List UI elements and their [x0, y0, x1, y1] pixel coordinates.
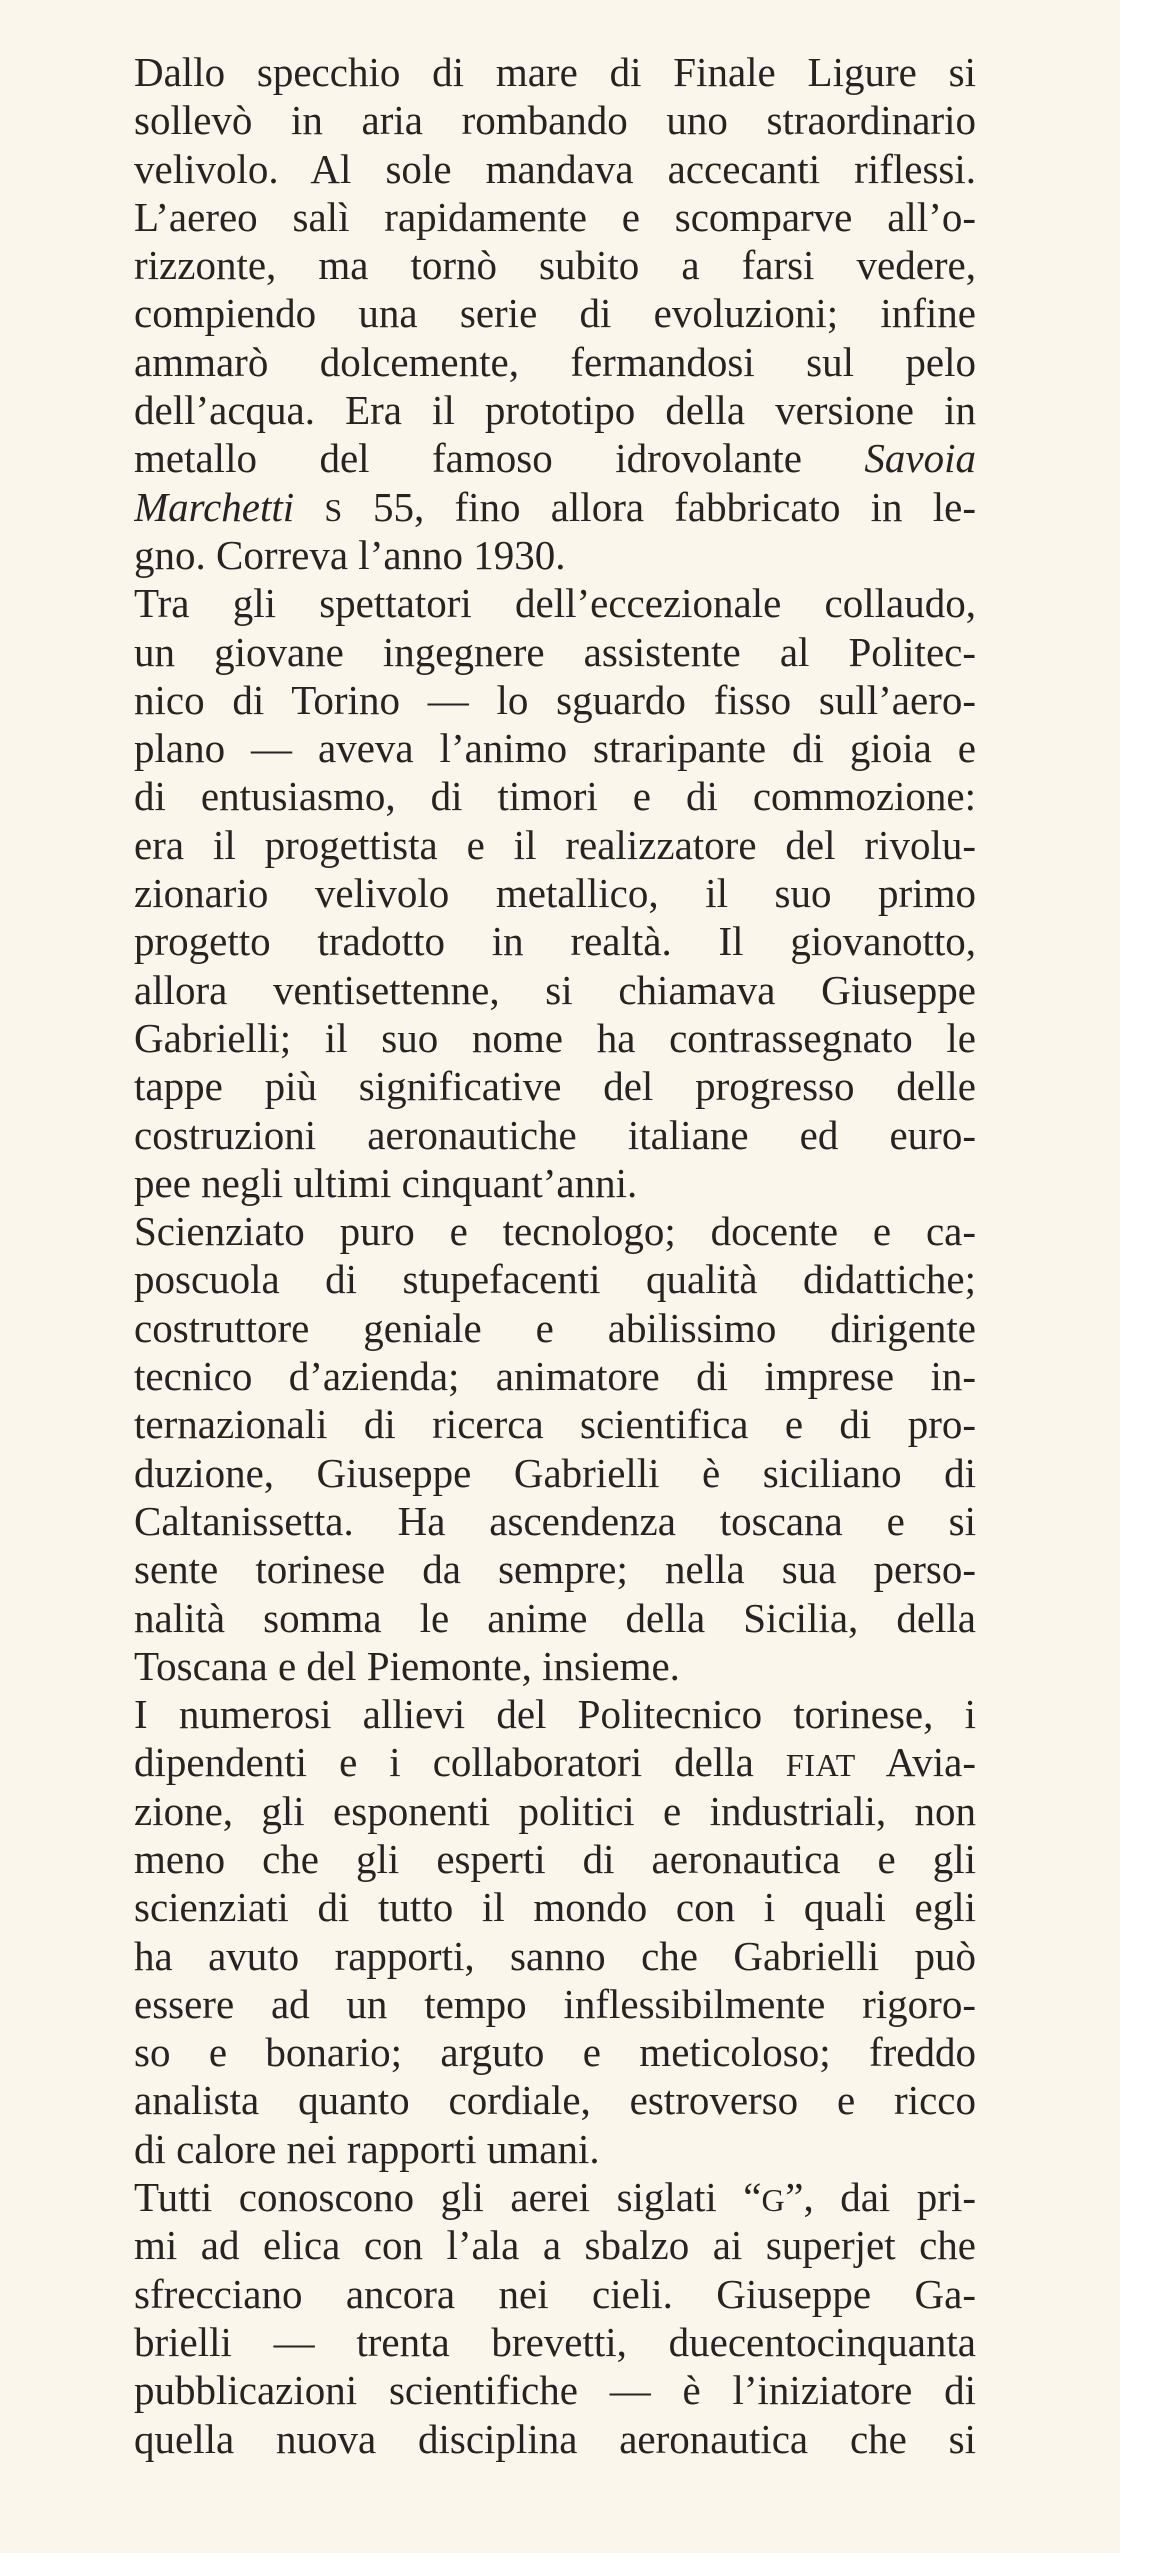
text-line: Toscana e del Piemonte, insieme.	[134, 1642, 680, 1689]
text-line: gno. Correva l’anno 1930.	[134, 531, 566, 578]
text-line: mi ad elica con l’ala a sbalzo ai superjet che	[134, 2222, 976, 2269]
text-line: duzione, Giuseppe Gabrielli è siciliano di	[134, 1449, 976, 1496]
text-line: ternazionali di ricerca scientifica e di pro-	[134, 1401, 976, 1448]
text-line: essere ad un tempo inflessibilmente rigoro-	[134, 1980, 976, 2027]
text-line: Gabrielli; il suo nome ha contrassegnato le	[134, 1014, 976, 1061]
text-line: nalità somma le anime della Sicilia, della	[134, 1594, 976, 1641]
text-line: zione, gli esponenti politici e industriali, non	[134, 1787, 976, 1834]
text-line: ha avuto rapporti, sanno che Gabrielli può	[134, 1932, 976, 1979]
text-line: L’aereo salì rapidamente e scomparve all’o-	[134, 193, 976, 240]
paragraph	[134, 579, 976, 1207]
text-line: Tutti conoscono gli aerei siglati “G”, dai pri-	[134, 2174, 976, 2221]
italic-title: Marchetti	[134, 483, 295, 530]
page-edge	[1120, 0, 1165, 2553]
text-line: I numerosi allievi del Politecnico torinese, i	[134, 1691, 976, 1738]
small-caps-text: FIAT	[785, 1748, 856, 1784]
text-line: Dallo specchio di mare di Finale Ligure si	[134, 49, 976, 95]
text-line: plano — aveva l’animo straripante di gioia e	[134, 725, 976, 772]
text-line: sfrecciano ancora nei cieli. Giuseppe Ga-	[134, 2270, 976, 2317]
text-line: compiendo una serie di evoluzioni; infine	[134, 290, 976, 337]
text-line: poscuola di stupefacenti qualità didattiche;	[134, 1256, 976, 1303]
text-line: Marchetti S 55, fino allora fabbricato in le-	[134, 483, 976, 530]
text-line: Tra gli spettatori dell’eccezionale collaudo,	[134, 580, 976, 627]
text-line: meno che gli esperti di aeronautica e gli	[134, 1835, 976, 1882]
text-line: pubblicazioni scientifiche — è l’iniziatore di	[134, 2367, 976, 2414]
text-line: dipendenti e i collaboratori della FIAT Avia-	[134, 1739, 976, 1786]
text-line: progetto tradotto in realtà. Il giovanotto,	[134, 918, 976, 965]
paragraph	[134, 1690, 976, 2173]
text-line: un giovane ingegnere assistente al Politec-	[134, 628, 976, 675]
text-line: rizzonte, ma tornò subito a farsi vedere,	[134, 242, 976, 289]
text-line: analista quanto cordiale, estroverso e ricco	[134, 2077, 976, 2124]
text-line: sente torinese da sempre; nella sua perso-	[134, 1546, 976, 1593]
text-line: metallo del famoso idrovolante Savoia	[134, 435, 976, 482]
text-line: scienziati di tutto il mondo con i quali egli	[134, 1884, 976, 1931]
text-line: era il progettista e il realizzatore del rivolu-	[134, 821, 976, 868]
text-line: dell’acqua. Era il prototipo della versione in	[134, 387, 976, 434]
text-line: costruttore geniale e abilissimo dirigente	[134, 1304, 976, 1351]
paragraph	[134, 2173, 976, 2463]
text-line: pee negli ultimi cinquant’anni.	[134, 1159, 638, 1206]
text-line: so e bonario; arguto e meticoloso; freddo	[134, 2029, 976, 2076]
text-line: allora ventisettenne, si chiamava Giuseppe	[134, 966, 976, 1013]
text-line: Caltanissetta. Ha ascendenza toscana e si	[134, 1497, 976, 1544]
body-text	[134, 48, 976, 2463]
text-line: nico di Torino — lo sguardo fisso sull’aero-	[134, 676, 976, 723]
text-line: velivolo. Al sole mandava accecanti riflessi.	[134, 145, 976, 192]
text-line: di entusiasmo, di timori e di commozione:	[134, 773, 976, 820]
text-line: quella nuova disciplina aeronautica che si	[134, 2415, 976, 2462]
text-line: tappe più significative del progresso delle	[134, 1063, 976, 1110]
text-line: tecnico d’azienda; animatore di imprese in-	[134, 1353, 976, 1400]
paragraph	[134, 1207, 976, 1690]
small-caps-text: G	[761, 2183, 786, 2219]
text-line: Scienziato puro e tecnologo; docente e ca-	[134, 1208, 976, 1255]
text-line: sollevò in aria rombando uno straordinario	[134, 97, 976, 144]
small-caps-text: S	[324, 492, 343, 528]
paragraph	[134, 48, 976, 579]
text-line: zionario velivolo metallico, il suo primo	[134, 870, 976, 917]
text-line: costruzioni aeronautiche italiane ed euro-	[134, 1111, 976, 1158]
italic-title: Savoia	[864, 435, 976, 482]
text-line: ammarò dolcemente, fermandosi sul pelo	[134, 338, 976, 385]
text-line: brielli — trenta brevetti, duecentocinquanta	[134, 2318, 976, 2365]
text-line: di calore nei rapporti umani.	[134, 2125, 600, 2172]
